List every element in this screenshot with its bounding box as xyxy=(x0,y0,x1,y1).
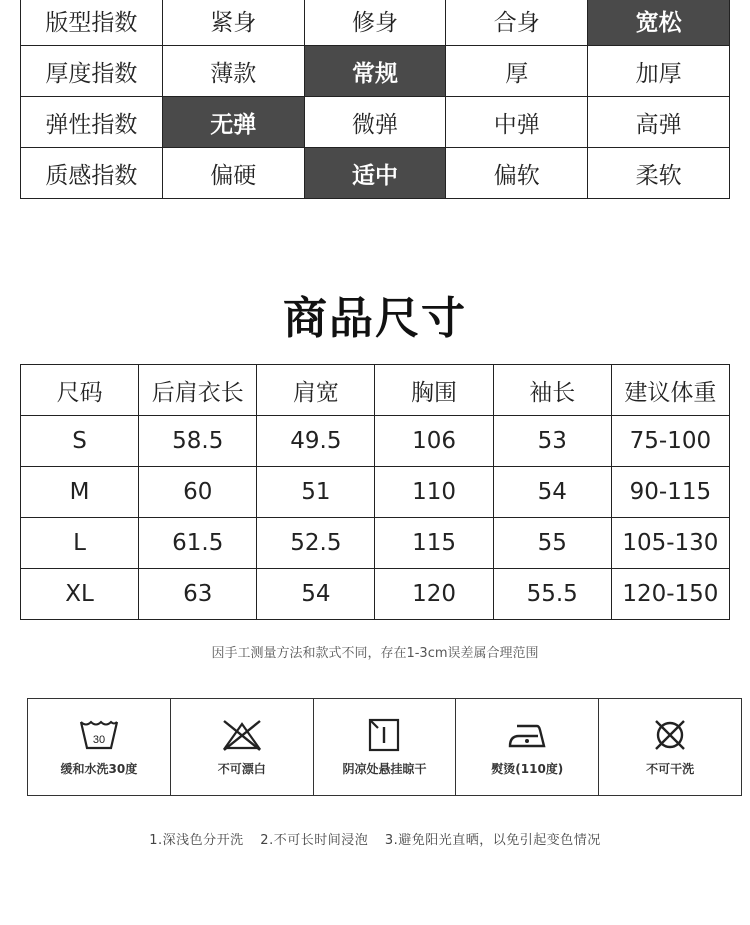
table-header-row xyxy=(21,365,730,416)
care-label: 不可干洗 xyxy=(646,761,695,776)
size-table xyxy=(20,364,730,620)
table-cell: 60 xyxy=(139,467,257,518)
table-cell: 61.5 xyxy=(139,518,257,569)
wash-30-icon xyxy=(79,718,119,752)
no-dry-clean-icon xyxy=(650,718,690,752)
index-label: 厚度指数 xyxy=(21,46,163,97)
table-cell: 55.5 xyxy=(493,569,611,620)
care-label: 缓和水洗30度 xyxy=(60,761,138,776)
hang-dry-shade-icon xyxy=(364,718,404,752)
table-cell: S xyxy=(21,416,139,467)
index-option: 柔软 xyxy=(588,148,730,199)
iron-icon xyxy=(507,718,547,752)
table-row xyxy=(21,0,730,46)
table-cell: 52.5 xyxy=(257,518,375,569)
no-bleach-icon xyxy=(222,718,262,752)
table-cell: 63 xyxy=(139,569,257,620)
column-header: 胸围 xyxy=(375,365,493,416)
measurement-note: 因手工测量方法和款式不同，存在1-3cm误差属合理范围 xyxy=(211,646,539,661)
care-item xyxy=(599,699,741,795)
table-cell: 53 xyxy=(493,416,611,467)
table-row xyxy=(21,569,730,620)
table-cell: 105-130 xyxy=(611,518,729,569)
care-tip: 3.避免阳光直晒，以免引起变色情况 xyxy=(384,833,601,848)
index-option: 紧身 xyxy=(162,0,304,46)
column-header: 肩宽 xyxy=(257,365,375,416)
care-item xyxy=(171,699,314,795)
section-title: 商品尺寸 xyxy=(283,293,467,344)
svg-text:30: 30 xyxy=(92,733,106,746)
table-cell: 54 xyxy=(493,467,611,518)
table-row xyxy=(21,148,730,199)
table-row xyxy=(21,46,730,97)
index-option: 加厚 xyxy=(588,46,730,97)
care-label: 不可漂白 xyxy=(217,761,266,776)
table-cell: 90-115 xyxy=(611,467,729,518)
care-tip: 2.不可长时间浸泡 xyxy=(260,833,369,848)
table-cell: 120-150 xyxy=(611,569,729,620)
index-option: 微弹 xyxy=(304,97,446,148)
index-option: 偏硬 xyxy=(162,148,304,199)
column-header: 后肩衣长 xyxy=(139,365,257,416)
index-option: 合身 xyxy=(446,0,588,46)
index-option-selected: 无弹 xyxy=(162,97,304,148)
index-option: 修身 xyxy=(304,0,446,46)
table-cell: 110 xyxy=(375,467,493,518)
table-row xyxy=(21,416,730,467)
table-row xyxy=(21,97,730,148)
care-item xyxy=(314,699,457,795)
care-label: 阴凉处悬挂晾干 xyxy=(342,761,427,776)
table-cell: 58.5 xyxy=(139,416,257,467)
care-label: 熨烫(110度) xyxy=(491,761,564,776)
table-cell: 106 xyxy=(375,416,493,467)
table-cell: M xyxy=(21,467,139,518)
column-header: 尺码 xyxy=(21,365,139,416)
index-label: 版型指数 xyxy=(21,0,163,46)
index-option-selected: 宽松 xyxy=(588,0,730,46)
table-cell: L xyxy=(21,518,139,569)
table-cell: 75-100 xyxy=(611,416,729,467)
table-cell: XL xyxy=(21,569,139,620)
index-option-selected: 常规 xyxy=(304,46,446,97)
index-option: 中弹 xyxy=(446,97,588,148)
table-cell: 51 xyxy=(257,467,375,518)
care-tips xyxy=(0,829,750,848)
index-option: 薄款 xyxy=(162,46,304,97)
index-label: 质感指数 xyxy=(21,148,163,199)
table-row xyxy=(21,518,730,569)
care-instructions xyxy=(27,698,742,796)
index-option: 厚 xyxy=(446,46,588,97)
index-option-selected: 适中 xyxy=(304,148,446,199)
index-option: 偏软 xyxy=(446,148,588,199)
table-row xyxy=(21,467,730,518)
column-header: 袖长 xyxy=(493,365,611,416)
table-cell: 54 xyxy=(257,569,375,620)
care-item xyxy=(456,699,599,795)
care-item xyxy=(28,699,171,795)
table-cell: 49.5 xyxy=(257,416,375,467)
index-option: 高弹 xyxy=(588,97,730,148)
care-tip: 1.深浅色分开洗 xyxy=(149,833,244,848)
fit-index-table xyxy=(20,0,730,199)
table-cell: 120 xyxy=(375,569,493,620)
column-header: 建议体重 xyxy=(611,365,729,416)
table-cell: 115 xyxy=(375,518,493,569)
table-cell: 55 xyxy=(493,518,611,569)
index-label: 弹性指数 xyxy=(21,97,163,148)
